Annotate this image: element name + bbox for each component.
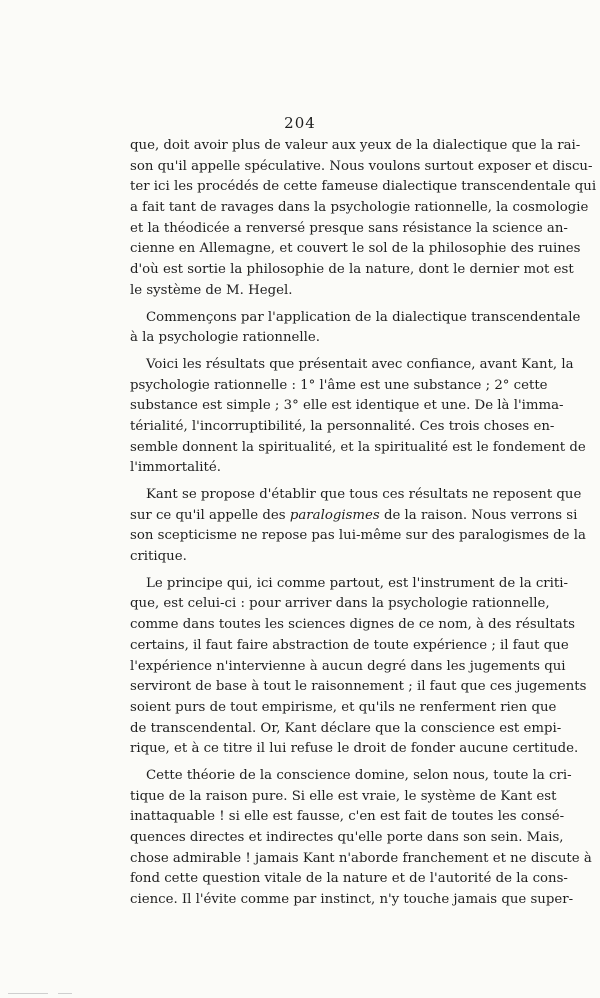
- paragraph: [130, 308, 581, 349]
- text-line: a fait tant de ravages dans la psychologie rationnelle, la cosmologie: [130, 200, 589, 216]
- scan-mark: [58, 993, 72, 994]
- text-line: Commençons par l'application de la dialectique transcendentale: [146, 309, 581, 325]
- text-line: l'immortalité.: [130, 460, 221, 476]
- text-line: que, est celui-ci : pour arriver dans la psychologie rationnelle,: [130, 596, 550, 612]
- text-line: térialité, l'incorruptibilité, la personnalité. Ces trois choses en-: [130, 418, 555, 434]
- text-line: Voici les résultats que présentait avec confiance, avant Kant, la: [146, 356, 574, 372]
- text-line: tique de la raison pure. Si elle est vraie, le système de Kant est: [130, 788, 557, 804]
- text-line: certains, il faut faire abstraction de toute expérience ; il faut que: [130, 637, 569, 653]
- paragraph: [130, 766, 592, 911]
- body-text: [130, 136, 597, 911]
- text-line: comme dans toutes les sciences dignes de ce nom, à des résultats: [130, 617, 575, 633]
- text-line: ter ici les procédés de cette fameuse dialectique transcendentale qui: [130, 179, 597, 195]
- text-line: le système de M. Hegel.: [130, 282, 293, 298]
- text-line: substance est simple ; 3° elle est identique et une. De là l'imma-: [130, 398, 564, 414]
- emphasis: paralogismes: [289, 507, 380, 523]
- text-line: que, doit avoir plus de valeur aux yeux de la dialectique que la rai-: [130, 138, 581, 153]
- page-number: 204: [284, 114, 316, 132]
- text-line: soient purs de tout empirisme, et qu'ils ne renferment rien que: [130, 699, 557, 715]
- text-line: inattaquable ! si elle est fausse, c'en est fait de toutes les consé-: [130, 809, 565, 825]
- paragraph: [130, 574, 587, 760]
- text-line: fond cette question vitale de la nature et de l'autorité de la cons-: [130, 871, 568, 887]
- text-line: Kant se propose d'établir que tous ces résultats ne reposent que: [146, 487, 582, 502]
- text-line: Cette théorie de la conscience domine, selon nous, toute la cri-: [146, 767, 572, 783]
- text-line: l'expérience n'intervienne à aucun degré dans les jugements qui: [130, 658, 566, 674]
- scan-mark: [8, 993, 48, 994]
- text-line: semble donnent la spiritualité, et la spiritualité est le fondement de: [130, 439, 586, 455]
- text-line: serviront de base à tout le raisonnement ; il faut que ces jugements: [130, 679, 587, 695]
- paragraph: [130, 136, 597, 302]
- text-line: d'où est sortie la philosophie de la nature, dont le dernier mot est: [130, 262, 574, 278]
- text-line: de transcendental. Or, Kant déclare que la conscience est empi-: [130, 720, 562, 736]
- text-line: sur ce qu'il appelle des paralogismes de la raison. Nous verrons si: [130, 507, 578, 523]
- text-line: son qu'il appelle spéculative. Nous voulons surtout exposer et discu-: [130, 158, 593, 174]
- text-line: quences directes et indirectes qu'elle porte dans son sein. Mais,: [130, 830, 564, 845]
- text-line: psychologie rationnelle : 1° l'âme est une substance ; 2° cette: [130, 377, 548, 393]
- text-line: son scepticisme ne repose pas lui-même sur des paralogismes de la: [130, 528, 586, 544]
- paragraph: [130, 355, 586, 479]
- text-line: critique.: [130, 549, 187, 565]
- text-line: chose admirable ! jamais Kant n'aborde franchement et ne discute à: [130, 850, 592, 866]
- text-line: cience. Il l'évite comme par instinct, n'y touche jamais que super-: [130, 892, 574, 908]
- text-line: et la théodicée a renversé presque sans résistance la science an-: [130, 220, 568, 236]
- paragraph: [130, 485, 586, 568]
- text-line: Le principe qui, ici comme partout, est l'instrument de la criti-: [146, 575, 568, 591]
- text-line: rique, et à ce titre il lui refuse le droit de fonder aucune certitude.: [130, 741, 579, 757]
- text-line: à la psychologie rationnelle.: [130, 330, 321, 346]
- text-line: cienne en Allemagne, et couvert le sol de la philosophie des ruines: [130, 241, 581, 257]
